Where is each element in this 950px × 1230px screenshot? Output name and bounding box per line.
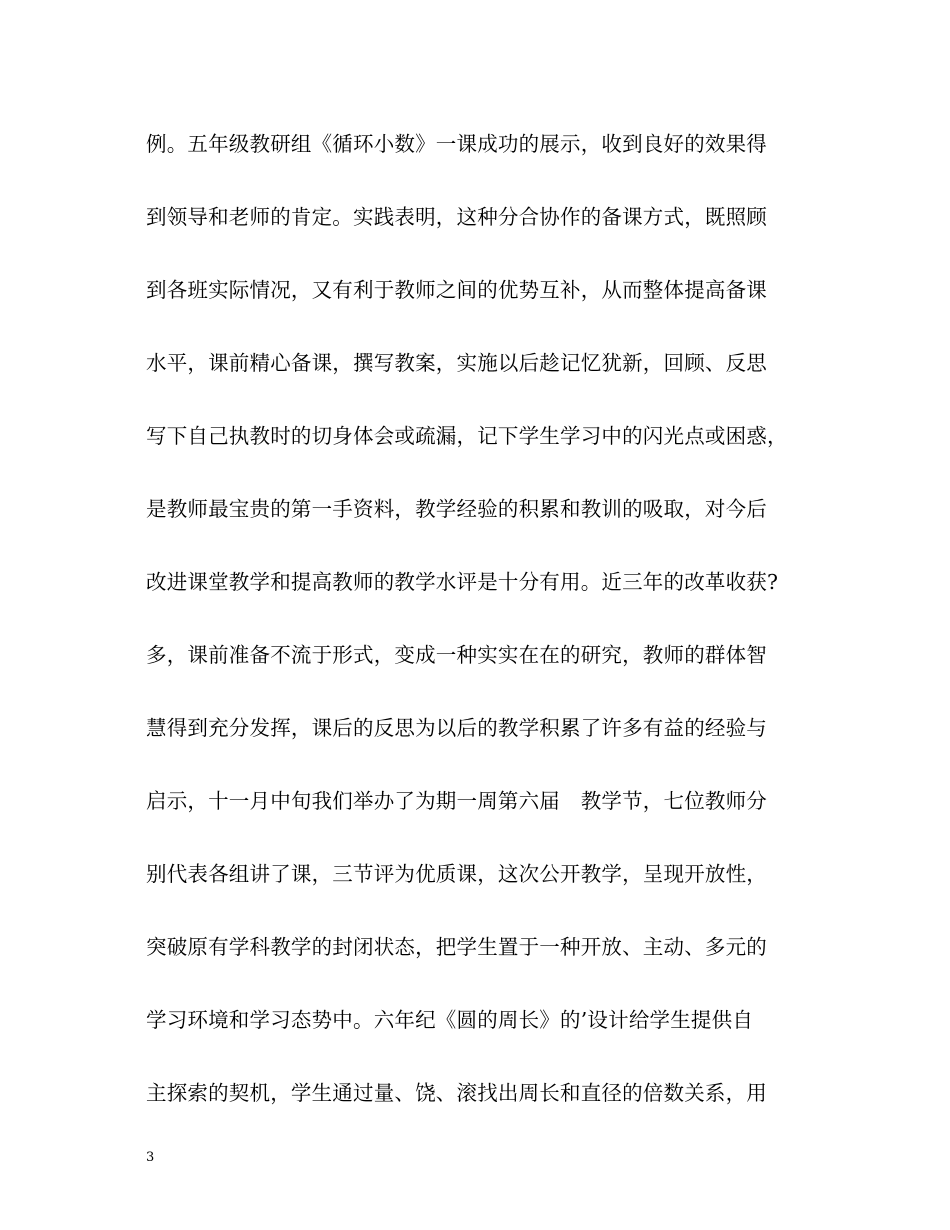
text-line: 多，课前准备不流于形式，变成一种实实在在的研究，教师的群体智 xyxy=(146,643,767,667)
text-line: 写下自己执教时的切身体会或疏漏，记下学生学习中的闪光点或困惑， xyxy=(146,424,788,448)
text-line: 到各班实际情况，又有利于教师之间的优势互补，从而整体提高备课 xyxy=(146,278,767,302)
text-line: 改进课堂教学和提高教师的教学水评是十分有用。近三年的改革收获? xyxy=(146,570,779,594)
text-line: 别代表各组讲了课，三节评为优质课，这次公开教学，呈现开放性， xyxy=(146,862,767,886)
text-line: 是教师最宝贵的第一手资料，教学经验的积累和教训的吸取，对今后 xyxy=(146,497,767,521)
text-line: 例。五年级教研组《循环小数》一课成功的展示，收到良好的效果得 xyxy=(146,132,767,156)
text-line: 学习环境和学习态势中。六年纪《圆的周长》的’设计给学生提供自 xyxy=(146,1008,754,1032)
text-line: 到领导和老师的肯定。实践表明，这种分合协作的备课方式，既照顾 xyxy=(146,205,767,229)
text-line: 启示，十一月中旬我们举办了为期一周第六届 教学节，七位教师分 xyxy=(146,789,767,813)
page-number: 3 xyxy=(146,1150,155,1165)
text-line: 慧得到充分发挥，课后的反思为以后的教学积累了许多有益的经验与 xyxy=(146,716,767,740)
text-line: 主探索的契机，学生通过量、饶、滚找出周长和直径的倍数关系，用 xyxy=(146,1081,767,1105)
text-line: 水平，课前精心备课，撰写教案，实施以后趁记忆犹新，回顾、反思 xyxy=(146,351,767,375)
text-line: 突破原有学科教学的封闭状态，把学生置于一种开放、主动、多元的 xyxy=(146,935,767,959)
